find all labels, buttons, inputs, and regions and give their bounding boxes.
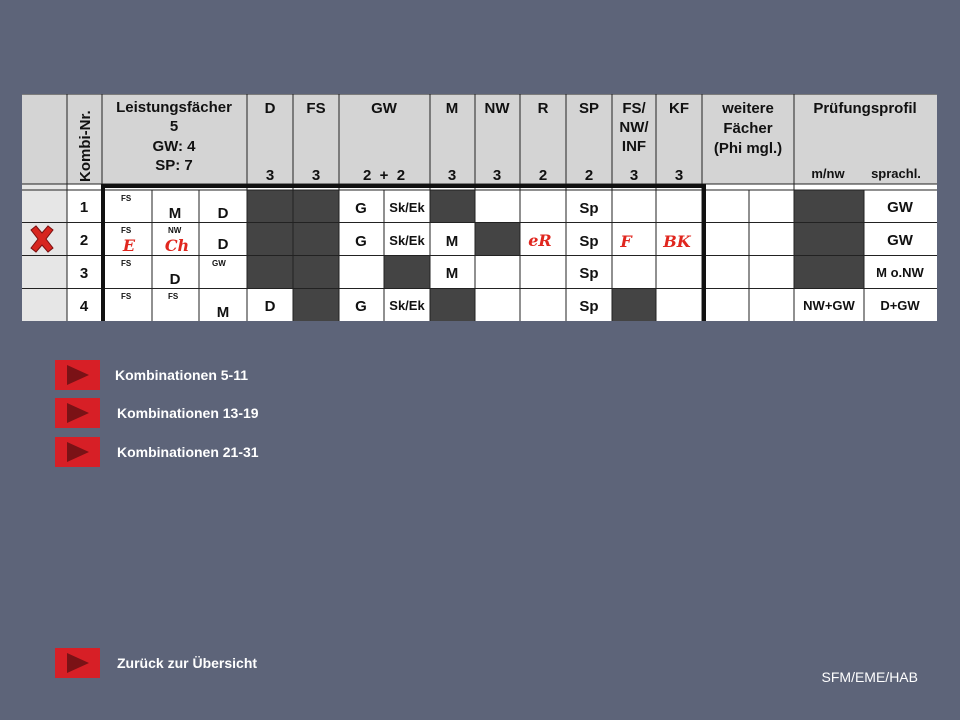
play-arrow-icon[interactable] — [55, 398, 100, 428]
header-weitere-faecher: weitere — [722, 100, 774, 117]
play-arrow-icon[interactable] — [55, 360, 100, 390]
kombinations-table — [22, 94, 937, 321]
kombinationen-13-19-link[interactable]: Kombinationen 13-19 — [55, 398, 259, 428]
svg-text:NW: NW — [168, 226, 182, 235]
header-gw: GW — [371, 100, 397, 117]
svg-text:GW: GW — [212, 259, 226, 268]
svg-text:Sp: Sp — [579, 298, 599, 315]
svg-text:M: M — [168, 205, 182, 222]
svg-text:FS: FS — [121, 194, 132, 203]
svg-text:2: 2 — [584, 167, 594, 184]
svg-text:Sk/Ek: Sk/Ek — [389, 233, 425, 248]
svg-text:3: 3 — [629, 167, 639, 184]
kombinationen-21-31-link[interactable]: Kombinationen 21-31 — [55, 437, 259, 467]
zurueck-zur-uebersicht-link[interactable]: Zurück zur Übersicht — [55, 648, 257, 678]
handwritten-f: F — [620, 232, 632, 251]
svg-text:FS: FS — [168, 292, 179, 301]
svg-text:4: 4 — [79, 298, 89, 315]
svg-text:3: 3 — [79, 265, 89, 282]
svg-text:2: 2 — [538, 167, 548, 184]
header-d: D — [264, 100, 276, 117]
svg-text:M: M — [445, 265, 459, 282]
svg-text:FS: FS — [121, 259, 132, 268]
header-m: M — [445, 100, 459, 117]
svg-text:Sk/Ek: Sk/Ek — [389, 298, 425, 313]
svg-text:3: 3 — [492, 167, 502, 184]
handwritten-ch: Ch — [164, 236, 190, 255]
svg-text:3: 3 — [447, 167, 457, 184]
play-arrow-icon[interactable] — [55, 648, 100, 678]
handwritten-e: E — [122, 236, 136, 255]
svg-text:G: G — [355, 200, 367, 217]
svg-text:2 + 2: 2 + 2 — [362, 167, 406, 184]
svg-text:Sk/Ek: Sk/Ek — [389, 200, 425, 215]
svg-text:D: D — [217, 236, 229, 253]
header-leistungsfaecher: Leistungsfächer — [116, 99, 232, 116]
svg-text:sprachl.: sprachl. — [871, 166, 921, 181]
svg-text:5: 5 — [169, 118, 179, 135]
svg-text:M: M — [445, 233, 459, 250]
svg-text:3: 3 — [674, 167, 684, 184]
handwritten-er: eR — [528, 231, 552, 250]
header-sp: SP — [578, 100, 600, 117]
svg-text:(Phi mgl.): (Phi mgl.) — [713, 140, 783, 157]
svg-text:3: 3 — [265, 167, 275, 184]
svg-text:m/nw: m/nw — [811, 166, 845, 181]
play-arrow-icon[interactable] — [55, 437, 100, 467]
footer-code: SFM/EME/HAB — [821, 669, 918, 685]
svg-text:Fächer: Fächer — [723, 120, 773, 137]
table-row — [80, 194, 914, 222]
svg-text:NW/: NW/ — [619, 119, 649, 136]
handwritten-bk: BK — [663, 232, 691, 251]
svg-text:D: D — [217, 205, 229, 222]
kombinationen-5-11-link[interactable]: Kombinationen 5-11 — [55, 360, 248, 390]
header-fs-nw-inf: FS/ — [622, 100, 646, 117]
header-nw: NW — [484, 100, 510, 117]
svg-text:D+GW: D+GW — [880, 298, 920, 313]
svg-text:GW: GW — [887, 232, 913, 249]
svg-text:NW+GW: NW+GW — [803, 298, 855, 313]
svg-text:GW: GW — [887, 199, 913, 216]
svg-text:SP: 7: SP: 7 — [155, 157, 193, 174]
svg-text:1: 1 — [79, 199, 89, 216]
header-r: R — [537, 100, 549, 117]
svg-text:Sp: Sp — [579, 265, 599, 282]
svg-text:2: 2 — [79, 232, 89, 249]
svg-text:FS: FS — [121, 226, 132, 235]
svg-text:FS: FS — [121, 292, 132, 301]
svg-text:3: 3 — [311, 167, 321, 184]
svg-text:M o.NW: M o.NW — [876, 265, 924, 280]
svg-text:G: G — [355, 233, 367, 250]
svg-text:D: D — [264, 298, 276, 315]
header-kf: KF — [669, 100, 689, 117]
svg-text:Sp: Sp — [579, 200, 599, 217]
header-fs: FS — [306, 100, 326, 117]
svg-text:GW: 4: GW: 4 — [152, 138, 196, 155]
header-kombi-nr: Kombi-Nr. — [77, 110, 94, 182]
svg-text:Sp: Sp — [579, 233, 599, 250]
svg-text:M: M — [216, 304, 230, 321]
svg-text:D: D — [169, 271, 181, 288]
svg-text:G: G — [355, 298, 367, 315]
header-pruefungsprofil: Prüfungsprofil — [813, 100, 917, 117]
svg-text:INF: INF — [621, 138, 647, 155]
